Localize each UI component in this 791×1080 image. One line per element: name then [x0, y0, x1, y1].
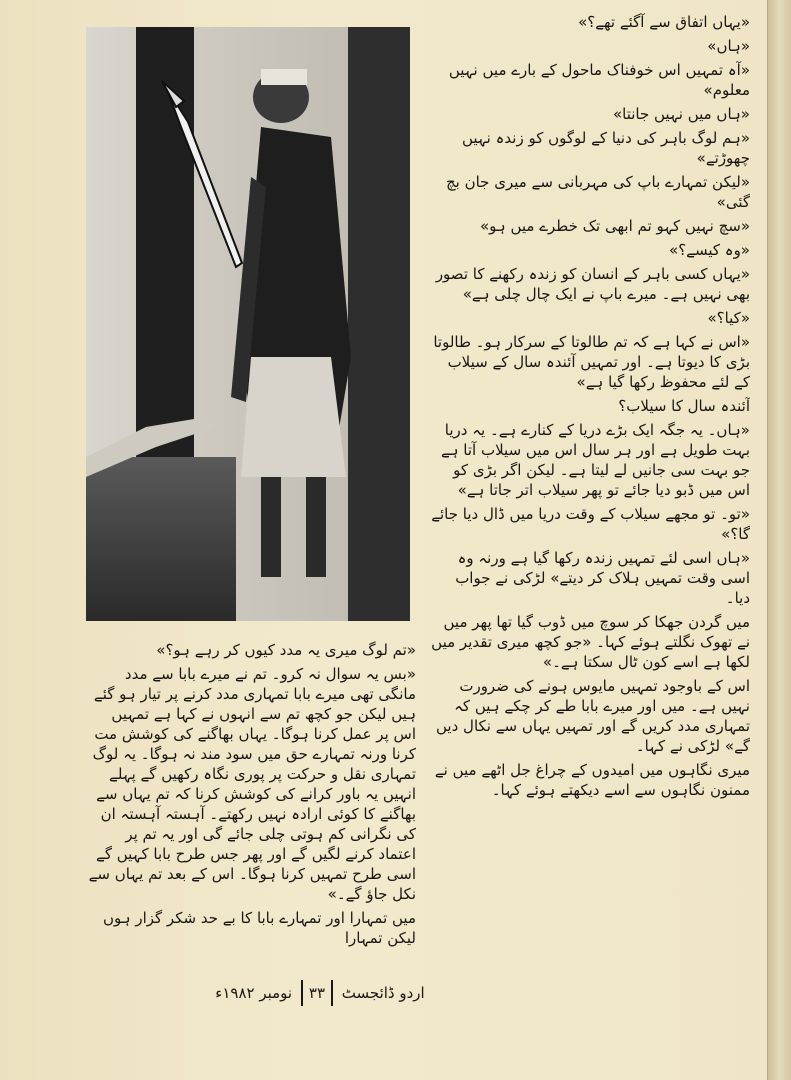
paragraph: «ہاں» — [707, 37, 750, 55]
paragraph: میں تمہارا اور تمہارے بابا کا بے حد شکر گزار ہوں لیکن تمہارا — [103, 909, 416, 947]
paragraph: «ہم لوگ باہر کی دنیا کے لوگوں کو زندہ نہیں چھوڑتے» — [461, 129, 750, 167]
paragraph: اس کے باوجود تمہیں مایوس ہونے کی ضرورت نہیں ہے۔ میں اور میرے بابا طے کر چکے ہیں کہ تمہاری مدد کریں گے اور تمہیں یہاں سے نکال دیں گے» لڑکی نے کہا۔ — [436, 677, 750, 755]
right-column-text — [428, 12, 750, 972]
paragraph: میری نگاہوں میں امیدوں کے چراغ جل اٹھے میں نے ممنون نگاہوں سے اسے دیکھتے ہوئے کہا۔ — [434, 761, 750, 799]
page-footer — [200, 980, 440, 1006]
paragraph: «آہ تمہیں اس خوفناک ماحول کے بارے میں نہیں معلوم» — [448, 61, 750, 99]
paragraph: «ہاں اسی لئے تمہیں زندہ رکھا گیا ہے ورنہ وہ اسی وقت تمہیں ہلاک کر دیتے» لڑکی نے جواب دیا۔ — [455, 549, 750, 607]
magazine-name: اردو ڈائجسٹ — [341, 984, 425, 1002]
paragraph: «اس نے کہا ہے کہ تم طالوتا کے سرکار ہو۔ طالوتا بڑی کا دیوتا ہے۔ اور تمہیں آئندہ سال کے سیلاب کے لئے محفوظ رکھا گیا ہے» — [433, 333, 750, 391]
page-edge — [767, 0, 791, 1080]
paragraph: «ہاں۔ یہ جگہ ایک بڑے دریا کے کنارے ہے۔ یہ دریا بہت طویل ہے اور ہر سال اس میں سیلاب آتا ہے جو بہت سی جانیں لے لیتا ہے۔ لیکن اگر بڑی کو اس میں ڈبو دیا جائے تو پھر سیلاب اتر جاتا ہے» — [440, 421, 750, 499]
illustration-photo — [86, 27, 410, 621]
photo-floor — [86, 457, 236, 621]
paragraph: «وہ کیسے؟» — [669, 241, 750, 259]
paragraph: میں گردن جھکا کر سوچ میں ڈوب گیا تھا پھر میں نے تھوک نگلتے ہوئے کہا۔ «جو کچھ میری تقدیر میں لکھا ہے اسے کون ٹال سکتا ہے۔» — [431, 613, 750, 671]
paragraph: «یہاں اتفاق سے آگئے تھے؟» — [578, 13, 750, 31]
page-number: ۳۳ — [301, 980, 333, 1006]
spear-icon — [156, 77, 246, 277]
issue-date: نومبر ۱۹۸۲ء — [215, 984, 293, 1002]
paragraph: «تو۔ تو مجھے سیلاب کے وقت دریا میں ڈال دیا جائے گا؟» — [431, 505, 750, 543]
paragraph: «ہاں میں نہیں جانتا» — [612, 105, 750, 123]
reaching-hand — [86, 387, 226, 477]
paragraph: «بس یہ سوال نہ کرو۔ تم نے میرے بابا سے مدد مانگی تھی میرے بابا تمہاری مدد کرنے پر تیار ہو گئے ہیں لیکن جو کچھ تم سے انہوں نے کہا ہے تمہیں اس پر عمل کرنا ہوگا۔ یہاں بھاگنے کی کوشش مت کرنا ورنہ تمہارے حق میں سود مند نہ ہوگا۔ یہ لوگ تمہاری نقل و حرکت پر پوری نگاہ رکھیں گے پہلے انہیں یہ باور کرانے کی کوشش کرنا کہ تم یہاں سے بھاگنے کا کوئی ارادہ نہیں رکھتے۔ آہستہ آہستہ ان کی نگرانی کم ہوتی چلی جائے گی اور یہ تم پر اعتماد کرنے لگیں گے اور پھر جس طرح بابا کہیں گے اسی طرح تمہیں کرنا ہوگا۔ اس کے بعد تم یہاں سے نکل جاؤ گے۔» — [88, 665, 416, 903]
paragraph: «تم لوگ میری یہ مدد کیوں کر رہے ہو؟» — [156, 641, 416, 659]
paragraph: «یہاں کسی باہر کے انسان کو زندہ رکھنے کا تصور بھی نہیں ہے۔ میرے باپ نے ایک چال چلی ہے» — [435, 265, 750, 303]
paragraph: «کیا؟» — [707, 309, 750, 327]
paragraph: «لیکن تمہارے باپ کی مہربانی سے میری جان بچ گئی» — [445, 173, 750, 211]
paragraph: «سچ نہیں کہو تم ابھی تک خطرے میں ہو» — [479, 217, 750, 235]
left-column-text — [86, 640, 416, 965]
paragraph: آئندہ سال کا سیلاب؟ — [618, 397, 750, 415]
